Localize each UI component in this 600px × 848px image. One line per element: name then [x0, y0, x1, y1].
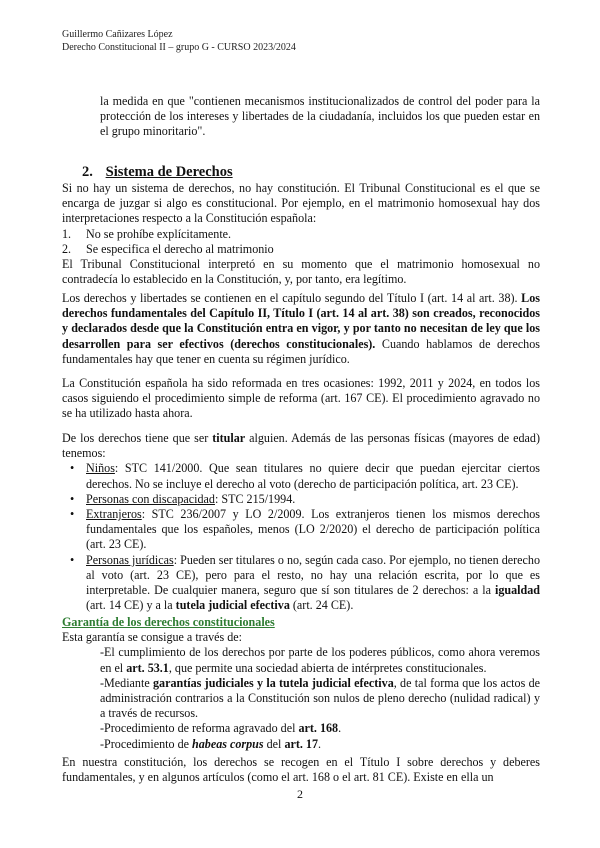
bullet-text: : STC 215/1994.	[214, 491, 296, 506]
paragraph-reformas: La Constitución española ha sido reformada en tres ocasiones: 1992, 2011 y 2024, en todos los casos siguiendo el procedimiento simple de reforma (art. 167 CE). El procedimiento agravado no se ha utilizado hasta ahora.	[62, 376, 540, 421]
list-item	[62, 553, 540, 614]
list-text: No se prohíbe explícitamente.	[86, 226, 232, 241]
text-run: -Mediante	[100, 675, 153, 690]
paragraph-final: En nuestra constitución, los derechos se recogen en el Título I sobre derechos y deberes fundamentales, y en algunos artículos (como el art. 168 o el art. 81 CE). Existe en ella un	[62, 755, 540, 785]
quote-paragraph: la medida en que "contienen mecanismos institucionalizados de control del poder para la protección de los intereses y libertades de la ciudadanía, incluidos los que pueden estar en el grupo minoritario".	[100, 94, 540, 139]
italic-text: habeas corpus	[192, 736, 264, 751]
section-heading	[82, 163, 233, 181]
list-item	[62, 507, 540, 553]
bullet-icon: •	[70, 461, 75, 476]
text-run: -Procedimiento de	[100, 736, 193, 751]
garantia-item	[62, 737, 540, 752]
paragraph-tc: El Tribunal Constitucional interpretó en su momento que el matrimonio homosexual no contradecía lo establecido en la Constitución, y, por tanto, era legítimo.	[62, 257, 540, 287]
list-item	[62, 461, 540, 491]
bullet-label: Personas jurídicas	[86, 552, 174, 567]
bold-text: tutela judicial efectiva	[175, 598, 290, 613]
header-author: Guillermo Cañizares López	[62, 29, 173, 40]
bullet-label: Extranjeros	[86, 507, 142, 522]
text-run: .	[318, 736, 322, 751]
bullet-text: : STC 141/2000. Que sean titulares no quiere decir que puedan ejercitar ciertos derechos. No se incluye el derecho al voto (derecho de participación política, art. 23 CE).	[86, 461, 540, 491]
bullet-label: Niños	[86, 461, 115, 476]
bullet-icon: •	[70, 507, 75, 522]
bold-text: art. 17	[284, 736, 319, 751]
bullet-text: (art. 14 CE) y a la	[86, 598, 176, 613]
bold-text: igualdad	[494, 583, 540, 598]
interpretation-list	[62, 227, 540, 257]
list-text: Se especifica el derecho al matrimonio	[86, 241, 274, 256]
bullet-text: : STC 236/2007 y LO 2/2009. Los extranjeros tienen los mismos derechos fundamentales que los españoles, menos (LO 2/2020) el derecho de participación política (art. 23 CE).	[86, 507, 540, 552]
paragraph-intro: Si no hay un sistema de derechos, no hay constitución. El Tribunal Constitucional es el que se encarga de juzgar si algo es constitucional. Por ejemplo, en el matrimonio homosexual hay dos interpretaciones respecto a la Constitución española:	[62, 181, 540, 226]
bold-text: art. 168	[298, 721, 339, 736]
text-run: -Procedimiento de reforma agravado del	[100, 721, 299, 736]
bold-text: art. 53.1	[126, 660, 169, 675]
bold-text: titular	[212, 431, 246, 445]
text-run: Cuando hablamos de derechos fundamentales hay que tener en cuenta su régimen jurídico.	[62, 336, 540, 366]
bullet-label: Personas con discapacidad	[86, 491, 215, 506]
section-number: 2.	[82, 164, 93, 180]
paragraph-derechos	[62, 291, 540, 367]
list-number: 1.	[62, 226, 72, 241]
section-title: Sistema de Derechos	[105, 164, 233, 180]
page-header	[62, 28, 296, 54]
text-run: del	[263, 736, 285, 751]
text-run: Los derechos y libertades se contienen en el capítulo segundo del Título I (art. 14 al art. 38).	[62, 291, 522, 305]
text-run: , que permite una sociedad abierta de intérpretes constitucionales.	[168, 660, 487, 675]
garantia-item	[62, 676, 540, 722]
titulares-block	[62, 431, 540, 613]
garantia-title: Garantía de los derechos constitucionales	[62, 615, 275, 629]
list-item	[62, 242, 540, 257]
page-number: 2	[297, 787, 303, 801]
garantia-block	[62, 615, 540, 752]
list-item	[62, 492, 540, 507]
bullet-text: (art. 24 CE).	[289, 598, 354, 613]
bold-text: garantías judiciales y la tutela judicial efectiva	[153, 675, 394, 690]
titulares-list	[62, 461, 540, 613]
bullet-icon: •	[70, 491, 75, 506]
garantia-intro: Esta garantía se consigue a través de:	[62, 630, 242, 645]
bullet-icon: •	[70, 552, 75, 567]
list-item	[62, 227, 540, 242]
bold-text: Los derechos fundamentales del Capítulo II, Título I (art. 14 al art. 38) son creados, reconocidos y declarados desde que la Constitución entra en vigor, y por tanto no necesitan de ley que los desarrollen para ser efectivos (derechos constitucionales).	[62, 291, 540, 351]
header-course: Derecho Constitucional II – grupo G - CURSO 2023/2024	[62, 42, 296, 53]
text-run: .	[338, 721, 342, 736]
garantia-item	[62, 721, 540, 736]
section-body-1	[62, 181, 540, 287]
garantia-item	[62, 645, 540, 675]
text-run: De los derechos tiene que ser	[62, 431, 213, 445]
bullet-text: : Pueden ser titulares o no, según cada caso. Por ejemplo, no tienen derecho al voto (art. 23 CE), pero para el resto, no hay una relación escrita, por lo que es interpretable. De cualquier manera, seguro que sí son titulares de 2 derechos: a la	[86, 552, 540, 598]
text-run: , de tal forma que los actos de administración contrarios a la Constitución son nulos de pleno derecho (nulidad radical) y a través de recursos.	[100, 675, 540, 721]
paragraph-titular	[62, 431, 540, 461]
list-number: 2.	[62, 241, 72, 256]
text-run: -El cumplimiento de los derechos por parte de los poderes públicos, como ahora veremos en el	[100, 645, 540, 675]
text-run: alguien. Además de las personas físicas (mayores de edad) tenemos:	[62, 431, 540, 461]
